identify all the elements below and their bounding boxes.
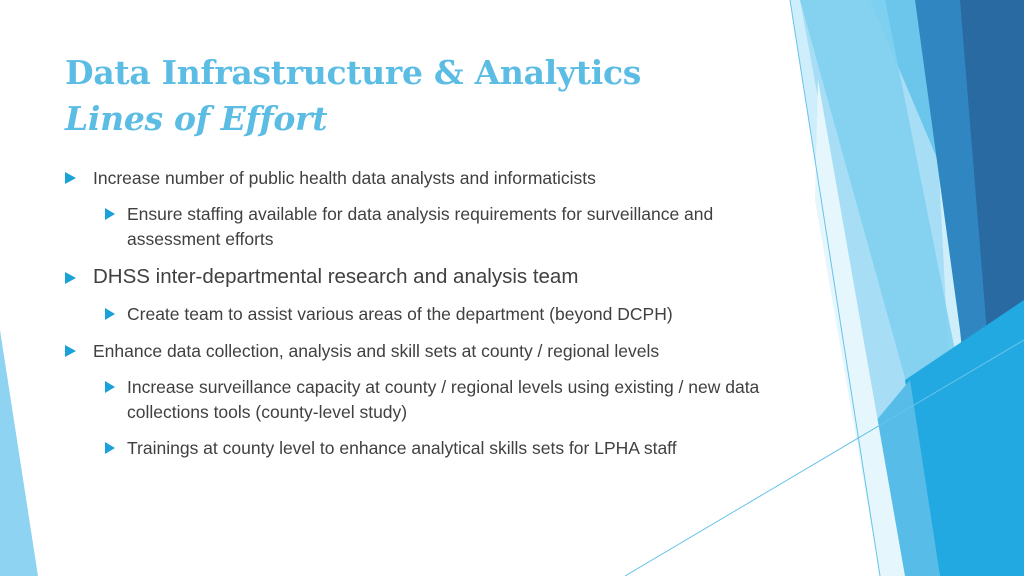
bullet-arrow-icon — [65, 272, 76, 284]
bullet-dhss-team — [93, 264, 773, 289]
bullet-enhance-data — [93, 339, 793, 364]
bullet-arrow-icon — [65, 345, 76, 357]
bullet-text: Create team to assist various areas of the department (beyond DCPH) — [127, 304, 673, 324]
slide-title — [65, 50, 641, 142]
subbullet-surveillance-capacity — [127, 375, 767, 425]
bullet-text: Trainings at county level to enhance analytical skills sets for LPHA staff — [127, 438, 677, 458]
subbullet-create-team — [127, 302, 787, 327]
bullet-arrow-icon — [105, 308, 115, 320]
bullet-text: Ensure staffing available for data analysis requirements for surveillance and assessment efforts — [127, 204, 714, 249]
bullet-text: Increase surveillance capacity at county / regional levels using existing / new data collections tools (county-level study) — [127, 377, 760, 422]
subbullet-trainings — [127, 436, 787, 461]
left-edge-facet — [0, 330, 38, 576]
slide-title-main: Data Infrastructure & Analytics — [65, 53, 642, 92]
bullet-text: Enhance data collection, analysis and skill sets at county / regional levels — [93, 341, 660, 361]
subbullet-staffing — [127, 202, 762, 252]
bullet-arrow-icon — [65, 172, 76, 184]
bullet-text: Increase number of public health data analysts and informaticists — [93, 168, 596, 188]
bullet-arrow-icon — [105, 381, 115, 393]
bullet-text: DHSS inter-departmental research and analysis team — [93, 265, 579, 288]
bullet-arrow-icon — [105, 208, 115, 220]
slide-title-subtitle: Lines of Effort — [65, 99, 328, 138]
bullet-arrow-icon — [105, 442, 115, 454]
bullet-analysts — [93, 166, 773, 191]
